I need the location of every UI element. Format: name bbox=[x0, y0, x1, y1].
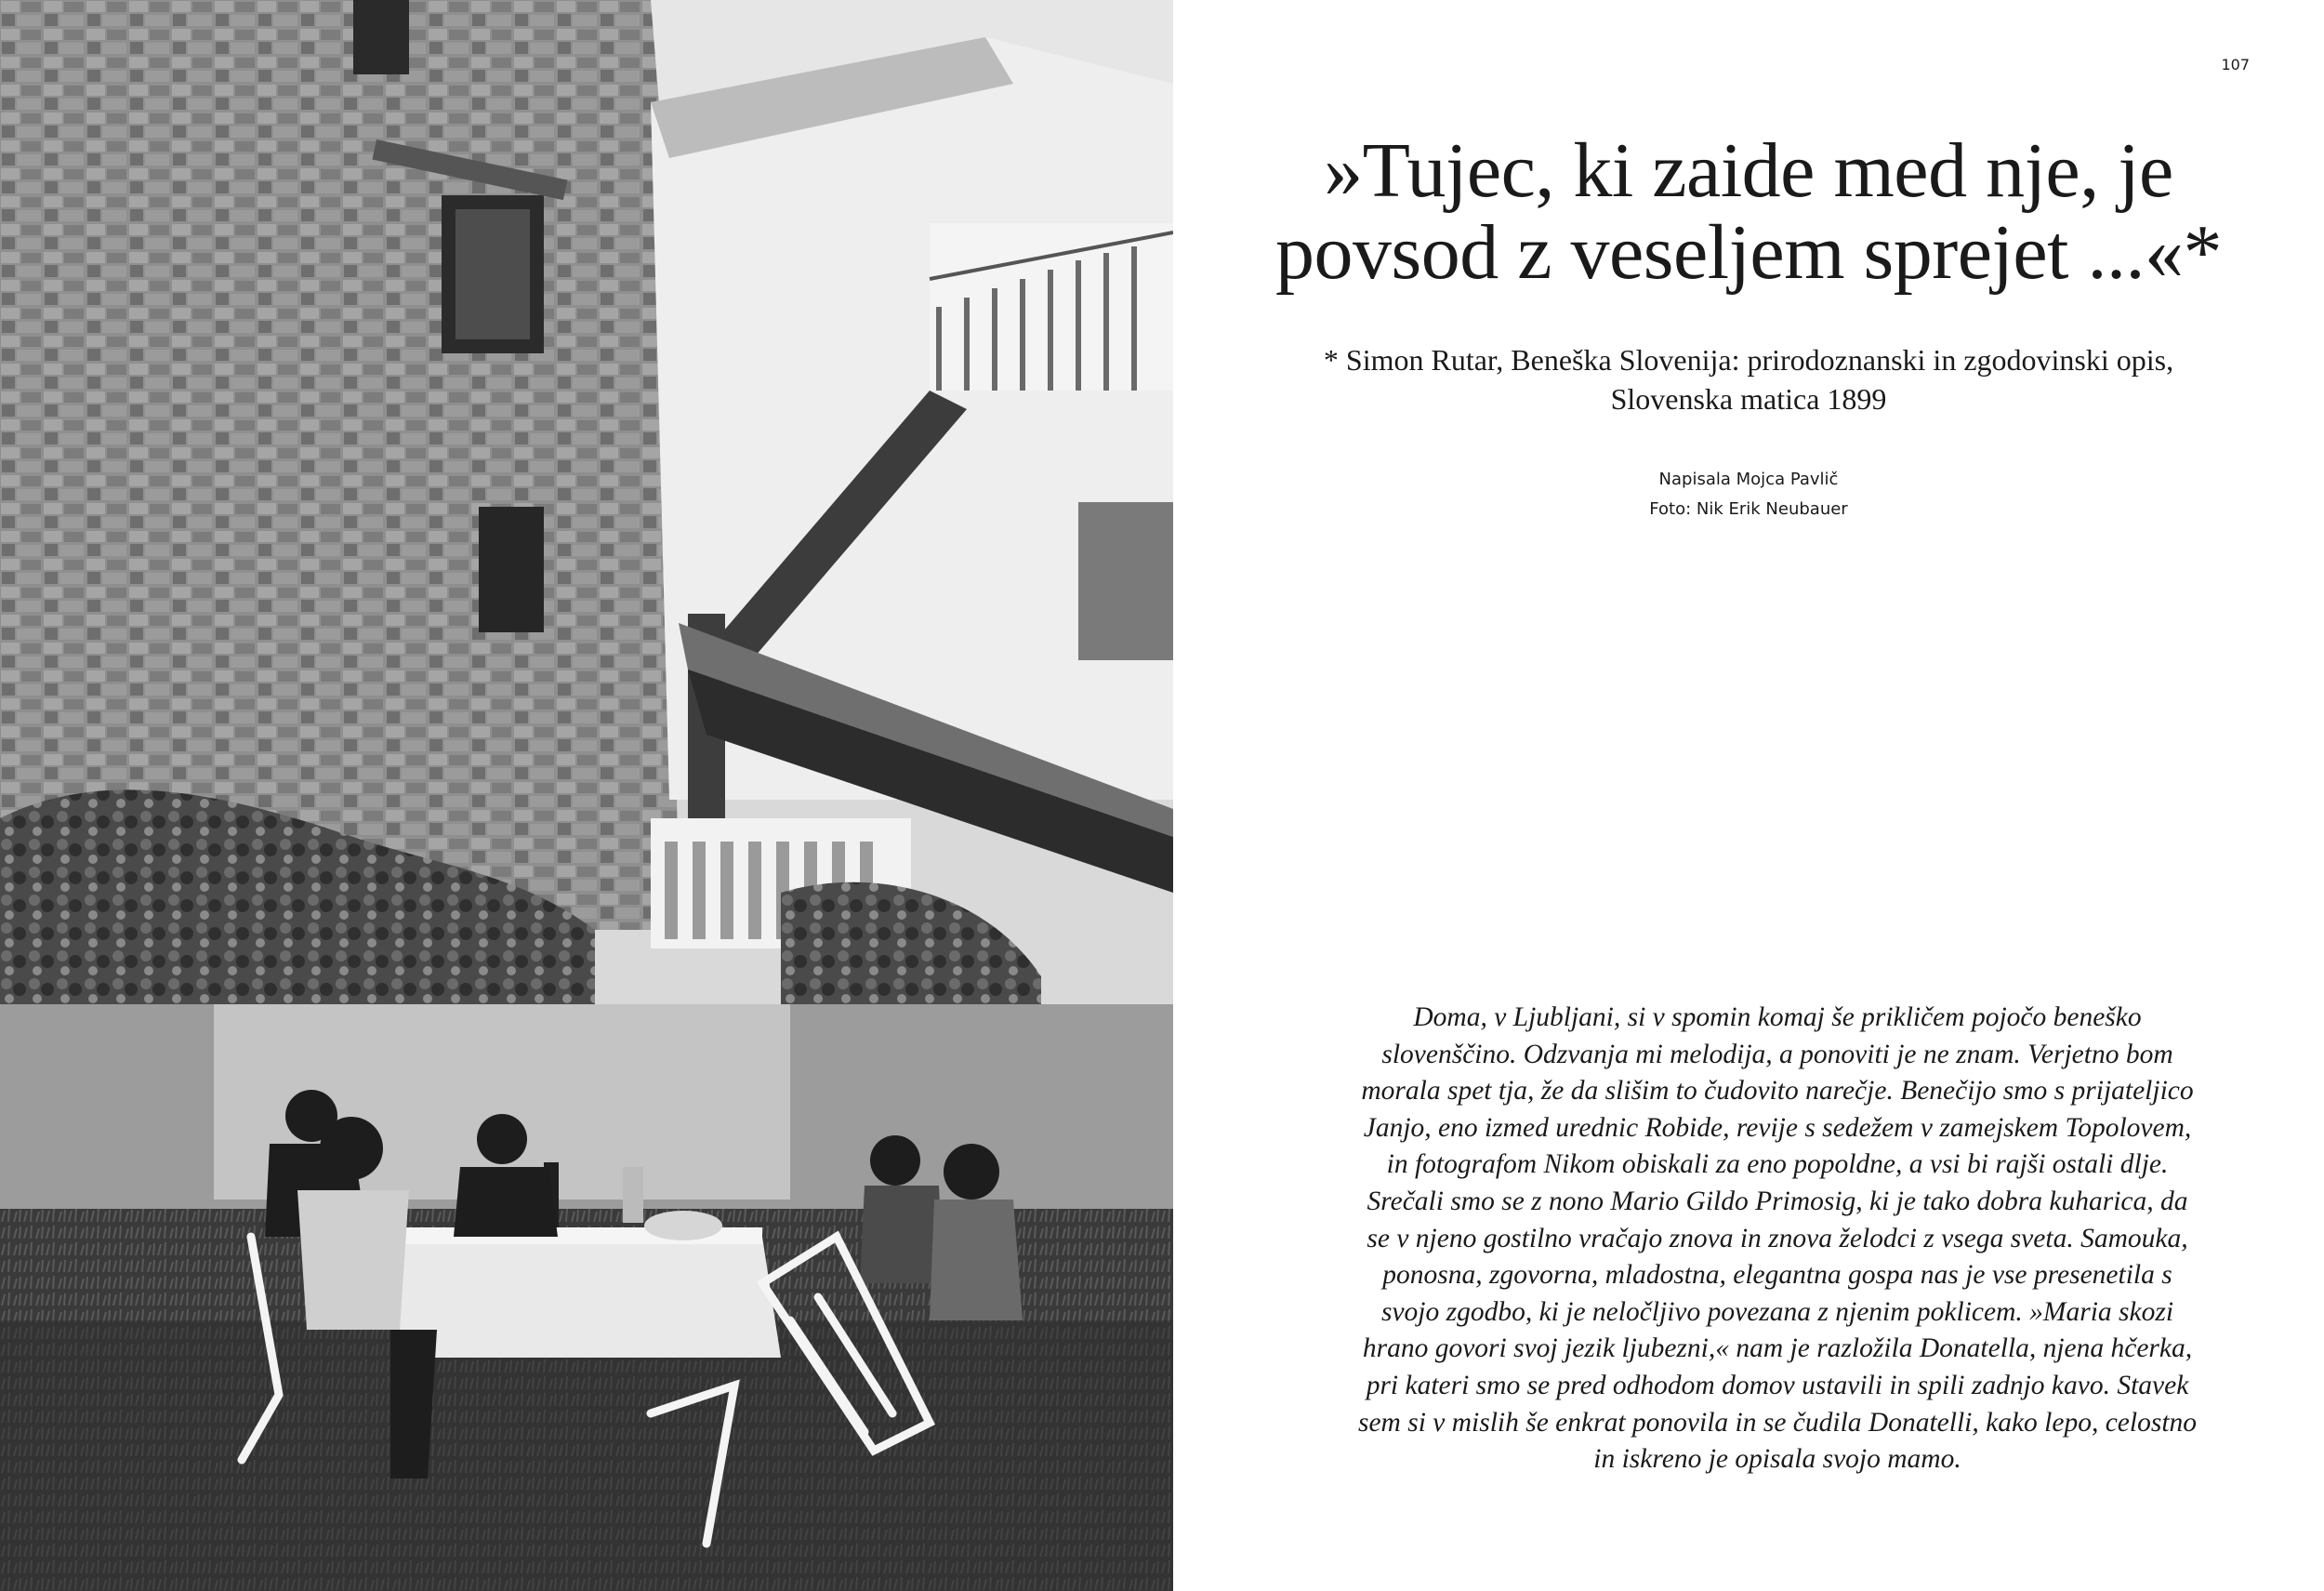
paragraph-line: Doma, v Ljubljani, si v spomin komaj še prikličem pojočo beneško bbox=[1413, 1002, 2142, 1032]
intro-paragraph bbox=[1313, 1000, 2242, 1478]
quote-source bbox=[1229, 340, 2268, 418]
source-line: * Simon Rutar, Beneška Slovenija: prirodoznanski in zgodovinski opis, bbox=[1323, 343, 2174, 377]
article-title bbox=[1229, 127, 2268, 296]
author-credit: Napisala Mojca Pavlič bbox=[1658, 470, 1839, 489]
paragraph-line: pri kateri smo se pred odhodom domov ustavili in spili zadnjo kavo. Stavek bbox=[1366, 1370, 2189, 1400]
source-line: Slovenska matica 1899 bbox=[1610, 382, 1887, 416]
photo-credit: Foto: Nik Erik Neubauer bbox=[1649, 499, 1848, 519]
paragraph-line: in iskreno je opisala svojo mamo. bbox=[1593, 1444, 1961, 1475]
paragraph-line: slovenščino. Odzvanja mi melodija, a ponoviti je ne znam. Verjetno bom bbox=[1381, 1039, 2173, 1069]
paragraph-line: se v njeno gostilno vračajo znova in znova želodci z vsega sveta. Samouka, bbox=[1367, 1223, 2188, 1253]
paragraph-line: Srečali smo se z nono Mario Gildo Primosig, ki je tako dobra kuharica, da bbox=[1367, 1186, 2188, 1216]
title-line: »Tujec, ki zaide med nje, je bbox=[1324, 127, 2173, 214]
page-number: 107 bbox=[2221, 56, 2250, 73]
paragraph-line: hrano govori svoj jezik ljubezni,« nam je razložila Donatella, njena hčerka, bbox=[1362, 1333, 2193, 1364]
credits bbox=[1229, 465, 2268, 524]
paragraph-line: Janjo, eno izmed urednic Robide, revije s sedežem v zamejskem Topolovem, bbox=[1363, 1112, 2192, 1143]
paragraph-line: ponosna, zgovorna, mladostna, elegantna gospa nas je vse presenetila s bbox=[1382, 1260, 2172, 1291]
paragraph-line: sem si v mislih še enkrat ponovila in se čudila Donatelli, kako lepo, celostno bbox=[1357, 1407, 2198, 1438]
title-line: povsod z veseljem sprejet ...«* bbox=[1275, 209, 2222, 296]
paragraph-line: in fotografom Nikom obiskali za eno popoldne, a vsi bi rajši ostali dlje. bbox=[1386, 1149, 2169, 1180]
text-page bbox=[1173, 0, 2324, 1591]
paragraph-line: svojo zgodbo, ki je neločljivo povezana z njenim poklicem. »Maria skozi bbox=[1380, 1296, 2174, 1327]
paragraph-line: morala spet tja, že da slišim to čudovito narečje. Benečijo smo s prijateljico bbox=[1361, 1076, 2194, 1107]
